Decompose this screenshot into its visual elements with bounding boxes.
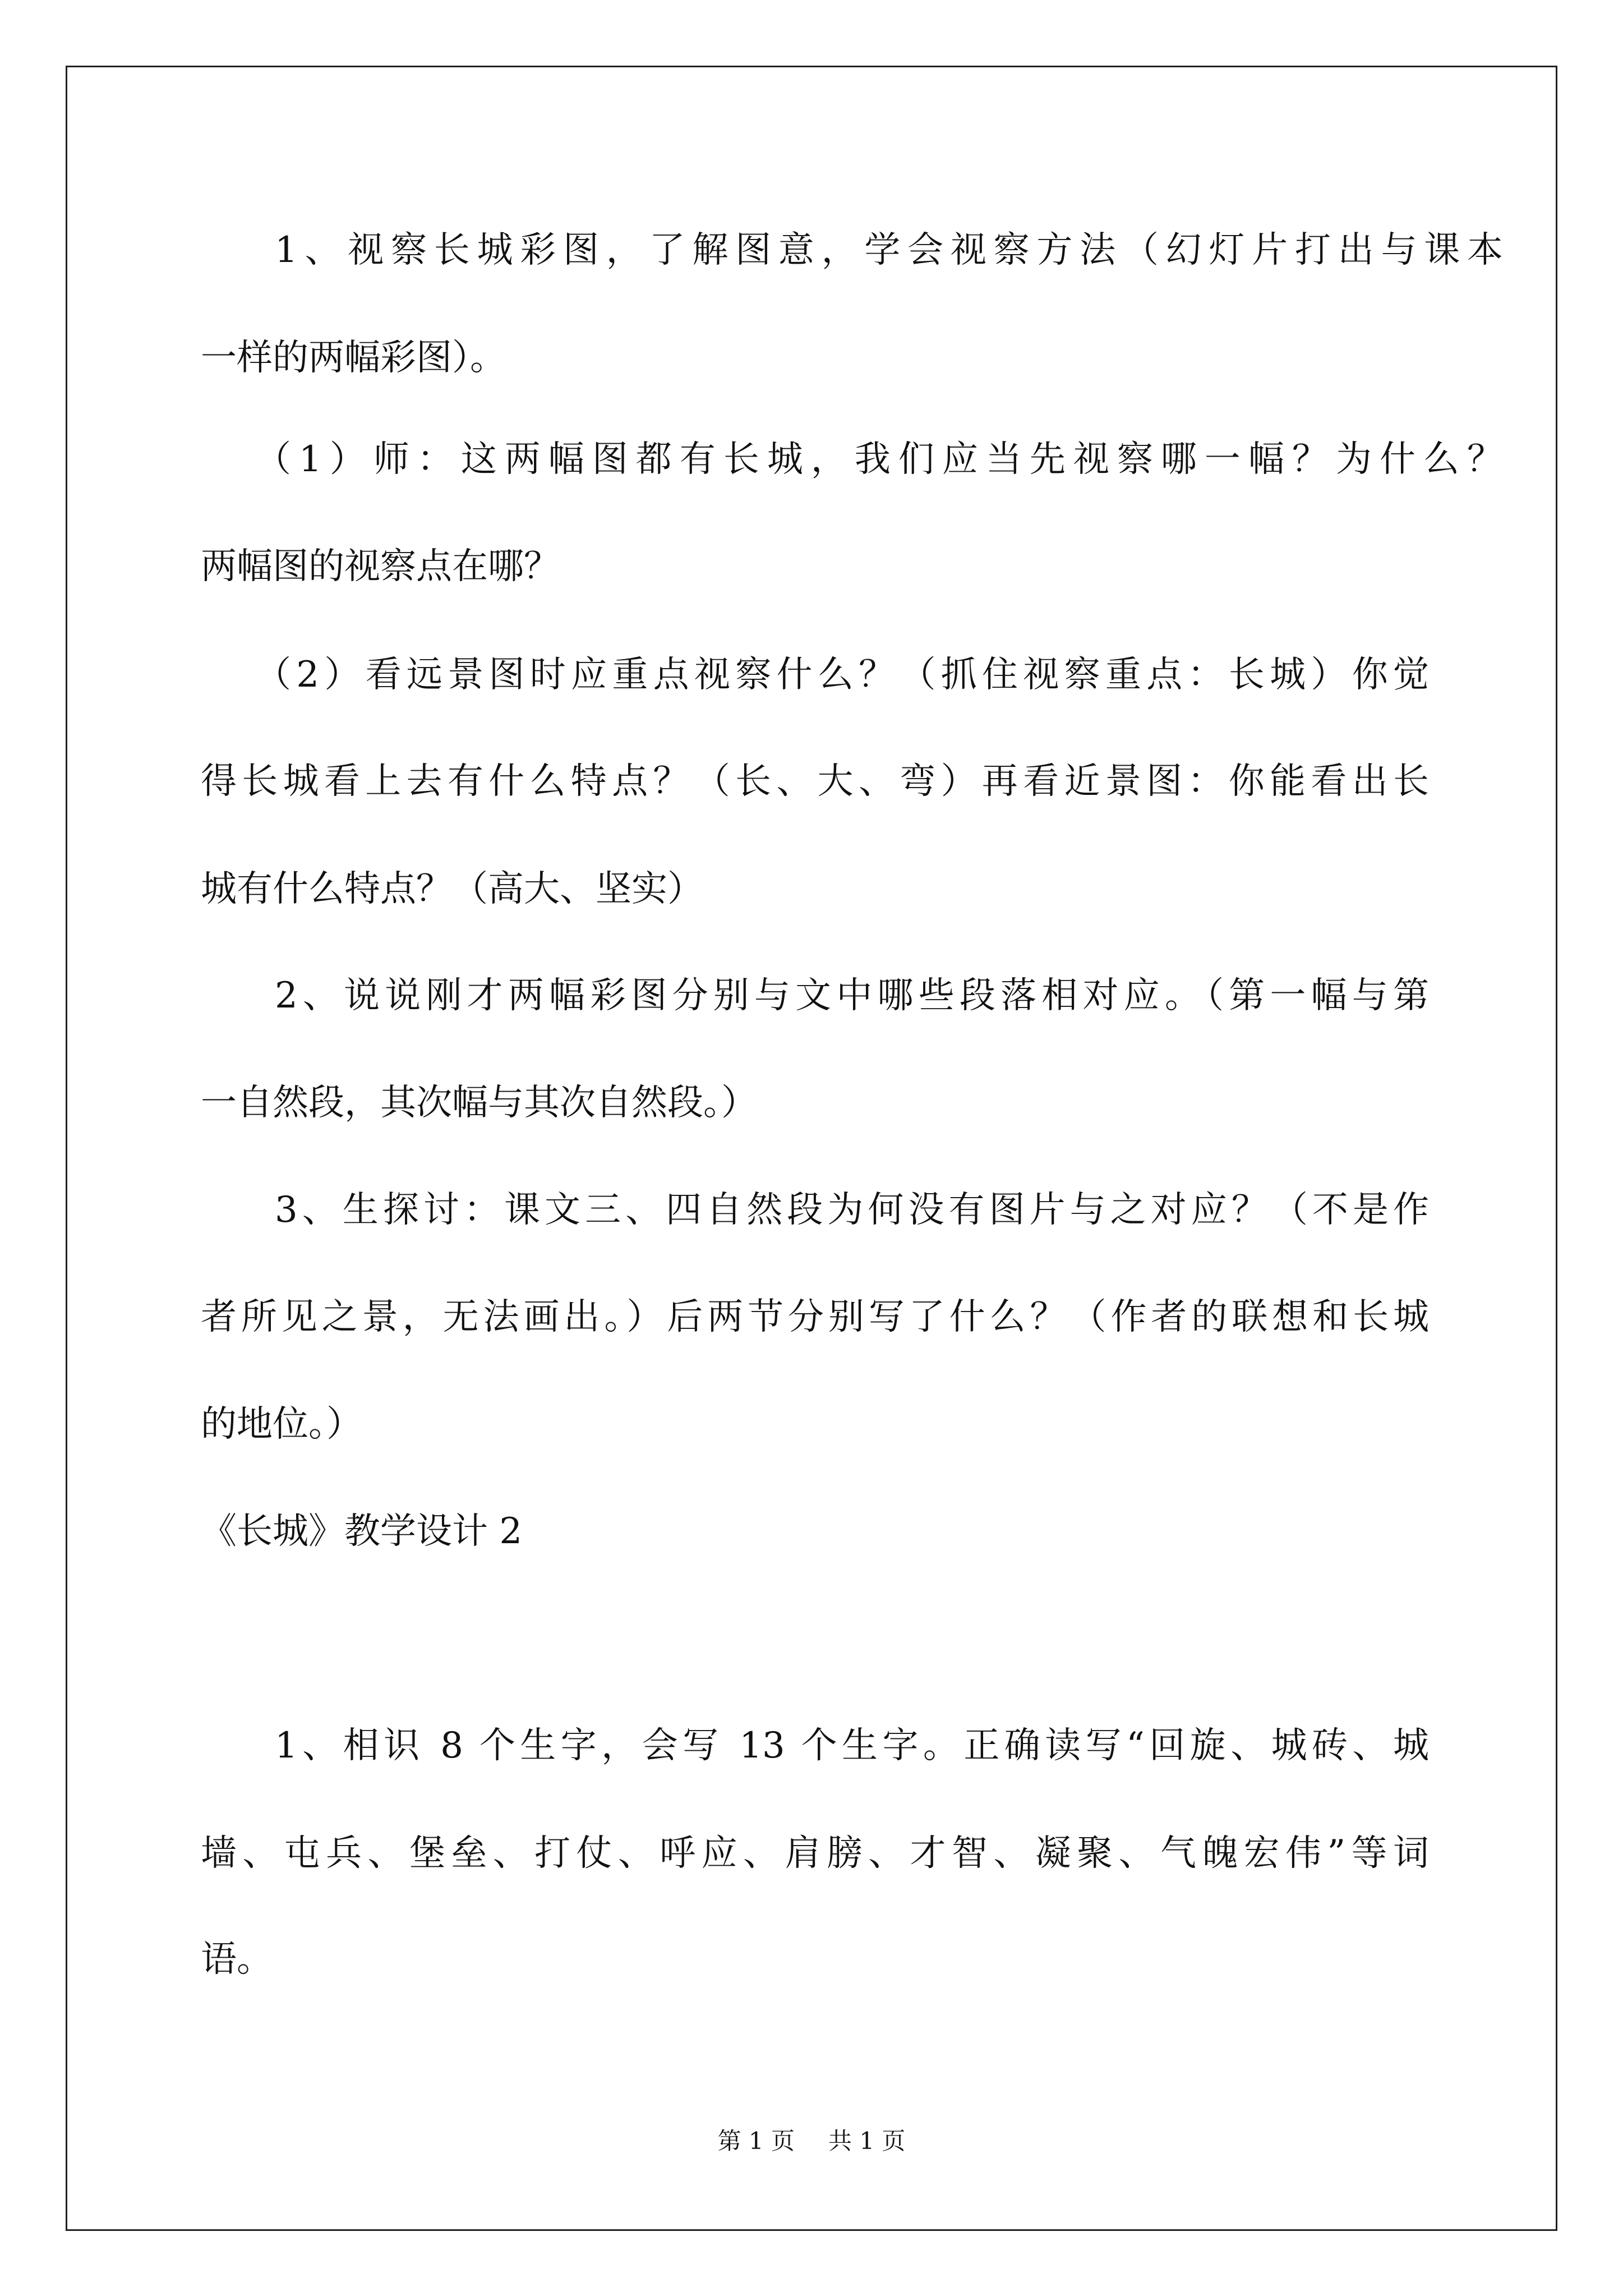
page-number-total: 共 1 页 [828, 2127, 906, 2155]
paragraph-6-line-3: 语。 [201, 1939, 273, 1980]
paragraph-3-line-1: （2）看远景图时应重点视察什么？（抓住视察重点：长城）你觉 [255, 654, 1429, 696]
page-number-current: 第 1 页 [717, 2127, 795, 2155]
paragraph-3-line-3: 城有什么特点？（高大、坚实） [201, 868, 703, 910]
paragraph-4-line-1: 2、说说刚才两幅彩图分别与文中哪些段落相对应。（第一幅与第 [275, 975, 1429, 1016]
paragraph-2-line-1: （1）师：这两幅图都有长城，我们应当先视察哪一幅？为什么？ [255, 439, 1503, 480]
section-heading: 《长城》教学设计 2 [201, 1511, 523, 1552]
paragraph-5-line-3: 的地位。） [201, 1404, 362, 1445]
paragraph-6-line-1: 1、相识 8 个生字，会写 13 个生字。正确读写“回旋、城砖、城 [275, 1725, 1429, 1766]
page-border [66, 66, 1557, 2231]
paragraph-3-line-2: 得长城看上去有什么特点？（长、大、弯）再看近景图：你能看出长 [201, 761, 1429, 802]
paragraph-1-line-2: 一样的两幅彩图）。 [201, 337, 506, 379]
page-footer [0, 2124, 1623, 2158]
paragraph-4-line-2: 一自然段，其次幅与其次自然段。） [201, 1082, 757, 1124]
paragraph-5-line-2: 者所见之景，无法画出。）后两节分别写了什么？（作者的联想和长城 [201, 1296, 1429, 1338]
paragraph-6-line-2: 墙、屯兵、堡垒、打仗、呼应、肩膀、才智、凝聚、气魄宏伟”等词 [201, 1833, 1429, 1874]
paragraph-2-line-2: 两幅图的视察点在哪？ [201, 546, 560, 587]
paragraph-1-line-1: 1、视察长城彩图，了解图意，学会视察方法（幻灯片打出与课本 [275, 229, 1503, 271]
paragraph-5-line-1: 3、生探讨：课文三、四自然段为何没有图片与之对应？（不是作 [275, 1189, 1429, 1231]
